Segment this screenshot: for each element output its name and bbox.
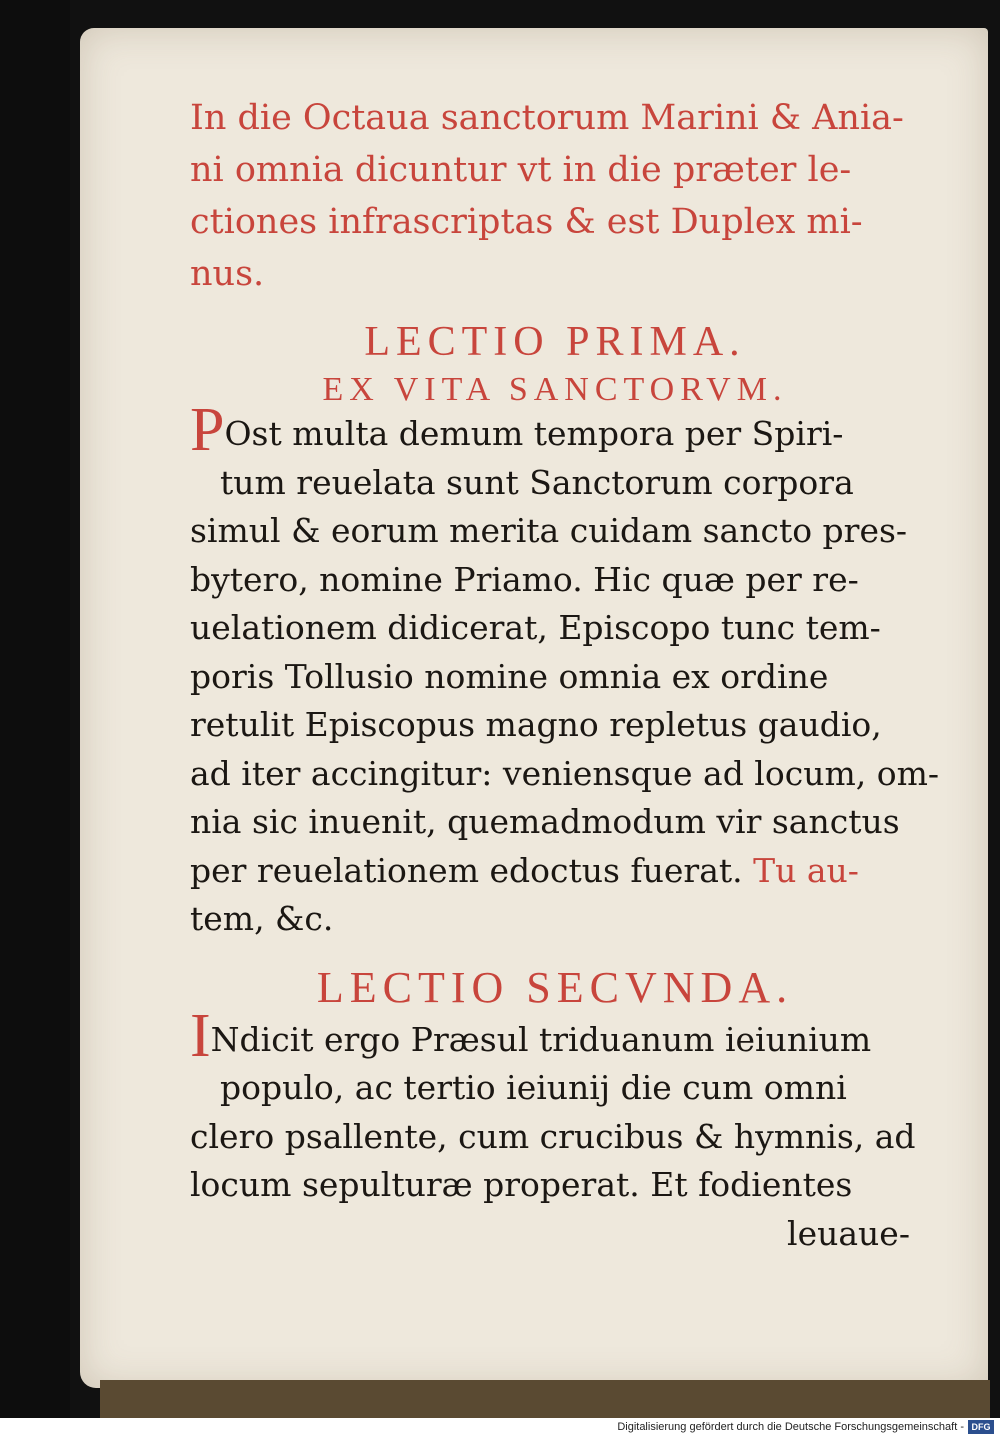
lectio-prima-subheading: EX VITA SANCTORVM. <box>322 371 788 408</box>
text-line <box>190 847 920 896</box>
text-line-content: per reuelationem edoctus fuerat. <box>190 850 743 890</box>
text-line-content: Ost multa demum tempora per Spiri- <box>224 414 844 453</box>
text-line: retulit Episcopus magno repletus gaudio, <box>190 705 882 744</box>
text-line: bytero, nomine Priamo. Hic quæ per re- <box>190 559 859 599</box>
rubric-line: ctiones infrascriptas & est Duplex mi- <box>190 202 863 242</box>
text-line: clero psallente, cum crucibus & hymnis, ad <box>190 1116 916 1156</box>
text-line-content: Ndicit ergo Præsul triduanum ieiunium <box>210 1019 872 1059</box>
rubric-tu-autem: Tu au- <box>753 850 859 890</box>
digitization-footer <box>0 1418 1000 1437</box>
drop-capital: I <box>190 1001 211 1070</box>
lectio-prima-heading: LECTIO PRIMA. <box>364 319 746 365</box>
rubric <box>190 92 920 300</box>
rubric-line: In die Octaua sanctorum Marini & Ania- <box>190 98 904 138</box>
text-line: populo, ac tertio ieiunij die cum omni <box>220 1068 847 1107</box>
rubric-line: nus. <box>190 254 265 294</box>
funding-notice: Digitalisierung gefördert durch die Deutsche Forschungsgemeinschaft - <box>617 1421 964 1433</box>
text-line <box>190 396 920 464</box>
text-line <box>190 1001 920 1070</box>
rubric-tu-autem-continued: tem, &c. <box>190 899 334 938</box>
catchword: leuaue- <box>787 1213 910 1253</box>
text-line: poris Tollusio nomine omnia ex ordine <box>190 656 829 696</box>
book-spine-shadow <box>0 0 70 1418</box>
text-line: simul & eorum merita cuidam sancto pres- <box>190 511 908 550</box>
text-line: uelationem didicerat, Episcopo tunc tem- <box>190 608 881 647</box>
page-text <box>190 92 940 1258</box>
text-line: nia sic inuenit, quemadmodum vir sanctus <box>190 802 900 841</box>
text-line: tum reuelata sunt Sanctorum corpora <box>220 462 854 502</box>
lectio-secunda-heading: LECTIO SECVNDA. <box>316 962 794 1012</box>
text-line: locum sepulturæ properat. Et fodientes <box>190 1165 853 1204</box>
book-edge <box>100 1380 990 1418</box>
dfg-logo-icon: DFG <box>968 1420 994 1434</box>
text-line: ad iter accingitur: veniensque ad locum, om- <box>190 753 940 793</box>
rubric-line: ni omnia dicuntur vt in die præter le- <box>190 150 852 190</box>
drop-capital: P <box>190 396 225 464</box>
